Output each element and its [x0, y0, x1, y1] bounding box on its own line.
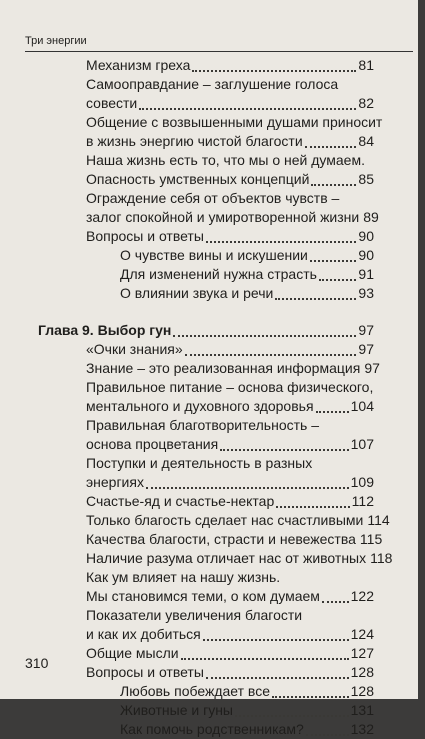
section-gap — [38, 303, 374, 321]
toc-entry-text: совести — [86, 95, 138, 111]
toc-entry-text: Любовь побеждает все — [120, 683, 270, 699]
toc-entry-text: залог спокойной и умиротворенной жизни — [86, 209, 360, 225]
dot-leader — [310, 260, 357, 262]
toc-entry-text: энергиях — [86, 474, 144, 490]
toc-page-number: 90 — [358, 228, 374, 244]
dot-leader — [139, 108, 356, 110]
toc-entry-text: Качества благости, страсти и невежества — [86, 531, 356, 547]
toc-entry-text: Знание – это реализованная информация — [86, 360, 361, 376]
toc-entry-text: Мы становимся теми, о ком думаем — [86, 588, 320, 604]
dot-leader — [203, 639, 349, 641]
toc-page-number: 124 — [350, 626, 374, 642]
dot-leader — [220, 449, 348, 451]
dot-leader — [305, 146, 357, 148]
toc-entry-text: Для изменений нужна страсть — [120, 266, 317, 282]
toc-entry — [38, 568, 374, 587]
toc-page-number: 131 — [350, 702, 374, 718]
toc-entry — [38, 549, 393, 568]
toc-page-number: 118 — [370, 550, 393, 566]
toc-entry-last-line — [120, 265, 374, 284]
dot-leader — [322, 601, 349, 603]
toc-entry-text: Вопросы и ответы — [86, 228, 204, 244]
toc-entry-text: Поступки и деятельность в разных — [86, 455, 313, 471]
toc-entry — [38, 720, 374, 739]
toc-entry-last-line — [86, 587, 374, 606]
dot-leader — [275, 298, 356, 300]
toc-entry — [38, 511, 390, 530]
toc-entry-text: Только благость сделает нас счастливыми — [86, 512, 364, 528]
dot-leader — [276, 506, 349, 508]
toc-entry — [38, 151, 374, 170]
toc-entry — [38, 587, 374, 606]
toc-entry-last-line — [120, 720, 374, 739]
chapter-page-number: 97 — [358, 322, 374, 338]
toc-entry-text: Правильное питание – основа физического, — [86, 379, 374, 395]
toc-entry-last-line — [86, 511, 390, 530]
toc-entry — [38, 56, 374, 75]
toc-page-number: 112 — [351, 493, 374, 509]
toc-entry — [38, 265, 374, 284]
toc-entry-text: Опасность умственных концепций — [86, 171, 310, 187]
toc-section-a — [38, 56, 383, 303]
toc-page-number: 81 — [358, 57, 374, 73]
toc-page-number: 97 — [364, 360, 380, 376]
toc-entry-text: Наличие разума отличает нас от животных — [86, 550, 367, 566]
toc-entry-last-line — [86, 644, 374, 663]
toc-entry-last-line — [86, 397, 374, 416]
toc-page-number: 128 — [350, 683, 374, 699]
running-head: Три энергии — [25, 35, 413, 52]
toc-entry-last-line — [86, 359, 380, 378]
toc-entry — [38, 454, 374, 492]
toc-entry-last-line — [86, 435, 374, 454]
toc-entry-last-line — [86, 340, 374, 359]
table-of-contents — [38, 56, 393, 739]
toc-entry — [38, 378, 374, 416]
toc-entry-last-line — [86, 170, 374, 189]
toc-entry-text: Животные и гуны — [120, 702, 233, 718]
toc-entry — [38, 75, 374, 113]
toc-entry-text: Общение с возвышенными душами приносит — [86, 114, 383, 130]
chapter-title: Глава 9. Выбор гун — [38, 322, 172, 338]
toc-page-number: 93 — [358, 285, 374, 301]
toc-entry-line — [86, 75, 374, 94]
toc-entry-text: Общие мысли — [86, 645, 179, 661]
dot-leader — [306, 734, 349, 736]
dot-leader — [311, 184, 356, 186]
toc-entry-line — [86, 378, 374, 397]
toc-page-number: 97 — [358, 341, 374, 357]
toc-chapter-heading — [38, 321, 374, 340]
toc-entry-text: Вопросы и ответы — [86, 664, 204, 680]
toc-entry-last-line — [86, 663, 374, 682]
toc-entry-last-line — [86, 549, 393, 568]
toc-entry-last-line — [120, 701, 374, 720]
toc-entry — [38, 170, 374, 189]
toc-entry-text: ментального и духовного здоровья — [86, 398, 314, 414]
toc-entry — [38, 663, 374, 682]
toc-entry — [38, 606, 374, 644]
toc-entry-line — [86, 189, 374, 208]
toc-entry-last-line — [120, 246, 374, 265]
toc-entry-last-line — [86, 56, 374, 75]
toc-entry-text: в жизнь энергию чистой благости — [86, 133, 303, 149]
toc-entry-last-line — [86, 625, 374, 644]
toc-entry-last-line — [86, 151, 374, 170]
toc-entry-text: Ограждение себя от объектов чувств – — [86, 190, 340, 206]
toc-page-number: 91 — [358, 266, 374, 282]
toc-entry — [38, 644, 374, 663]
toc-entry-text: Как ум влияет на нашу жизнь. — [86, 569, 281, 585]
dot-leader — [173, 335, 356, 337]
toc-entry — [38, 246, 374, 265]
toc-page-number: 89 — [363, 209, 379, 225]
toc-page-number: 104 — [350, 398, 374, 414]
toc-entry-line — [86, 113, 383, 132]
toc-entry — [38, 189, 379, 227]
toc-entry-text: Самооправдание – заглушение голоса — [86, 76, 339, 92]
toc-entry-last-line — [86, 492, 374, 511]
toc-entry-text: О чувстве вины и искушении — [120, 247, 308, 263]
toc-entry-text: Механизм греха — [86, 57, 191, 73]
toc-entry-text: О влиянии звука и речи — [120, 285, 274, 301]
toc-entry-last-line — [86, 94, 374, 113]
toc-page-number: 114 — [367, 512, 390, 528]
toc-entry-text: Показатели увеличения благости — [86, 607, 303, 623]
dot-leader — [319, 279, 357, 281]
toc-entry-text: «Очки знания» — [86, 341, 183, 357]
toc-entry-text: Правильная благотворительность – — [86, 417, 319, 433]
dot-leader — [181, 658, 349, 660]
toc-entry — [38, 416, 374, 454]
toc-entry-last-line — [86, 132, 374, 151]
toc-entry — [38, 113, 383, 151]
dot-leader — [185, 354, 357, 356]
toc-entry-text: Наша жизнь есть то, что мы о ней думаем. — [86, 152, 365, 168]
toc-entry-line — [86, 454, 374, 473]
toc-entry — [38, 682, 374, 701]
toc-entry — [38, 530, 383, 549]
dot-leader — [206, 677, 349, 679]
toc-page-number: 82 — [358, 95, 374, 111]
toc-entry — [38, 284, 374, 303]
toc-page-number: 132 — [350, 721, 374, 737]
toc-entry-last-line — [86, 227, 374, 246]
toc-entry-line — [86, 606, 374, 625]
toc-page-number: 115 — [359, 531, 383, 547]
toc-page-number: 85 — [358, 171, 374, 187]
toc-page-number: 128 — [350, 664, 374, 680]
toc-entry — [38, 492, 374, 511]
toc-page-number: 90 — [358, 247, 374, 263]
toc-entry-last-line — [86, 208, 379, 227]
toc-page-number: 122 — [350, 588, 374, 604]
toc-entry — [38, 227, 374, 246]
toc-page-number: 127 — [350, 645, 374, 661]
toc-entry-last-line — [86, 473, 374, 492]
page-number: 310 — [25, 655, 49, 671]
dot-leader — [192, 70, 356, 72]
toc-entry-last-line — [86, 568, 374, 587]
toc-entry-last-line — [86, 530, 383, 549]
toc-entry — [38, 359, 380, 378]
dot-leader — [235, 715, 349, 717]
toc-section-b — [38, 340, 393, 739]
toc-entry-text: Счастье-яд и счастье-нектар — [86, 493, 275, 509]
toc-page-number: 109 — [350, 474, 374, 490]
dot-leader — [146, 487, 349, 489]
toc-entry-text: Как помочь родственникам? — [120, 721, 304, 737]
toc-entry — [38, 340, 374, 359]
toc-entry-text: и как их добиться — [86, 626, 201, 642]
toc-entry — [38, 701, 374, 720]
toc-page-number: 84 — [358, 133, 374, 149]
toc-entry-last-line — [120, 682, 374, 701]
toc-entry-text: основа процветания — [86, 436, 219, 452]
dot-leader — [316, 411, 349, 413]
toc-entry-last-line — [120, 284, 374, 303]
dot-leader — [272, 696, 349, 698]
toc-page-number: 107 — [350, 436, 374, 452]
toc-entry-line — [86, 416, 374, 435]
dot-leader — [206, 241, 357, 243]
